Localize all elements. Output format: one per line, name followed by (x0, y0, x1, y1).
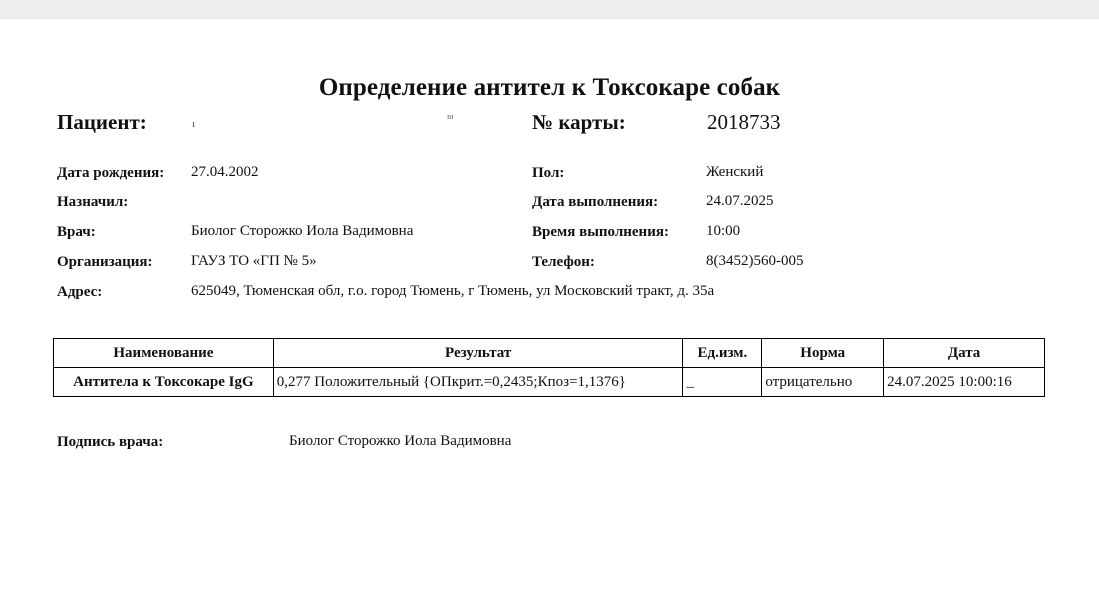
organization-label: Организация: (57, 254, 153, 270)
phone-label: Телефон: (532, 254, 595, 270)
execution-date-value: 24.07.2025 (706, 193, 774, 209)
card-number-label: № карты: (532, 110, 626, 134)
patient-name-redacted-fragment: ı (192, 118, 196, 130)
execution-time-label: Время выполнения: (532, 224, 669, 240)
header-result: Результат (273, 339, 683, 368)
table-row (54, 368, 1045, 397)
sex-value: Женский (706, 164, 764, 180)
test-result-cell: 0,277 Положительный {ОПкрит.=0,2435;Кпоз=1,1376} (273, 368, 683, 397)
patient-label: Пациент: (57, 110, 147, 134)
viewer-top-bar (0, 0, 1099, 19)
address-label: Адрес: (57, 284, 103, 300)
header-date: Дата (884, 339, 1045, 368)
referrer-label: Назначил: (57, 194, 129, 210)
address-value: 625049, Тюменская обл, г.о. город Тюмень, г Тюмень, ул Московский тракт, д. 35а (191, 283, 715, 299)
execution-time-value: 10:00 (706, 223, 741, 239)
doctor-value: Биолог Сторожко Иола Вадимовна (191, 223, 414, 239)
header-name: Наименование (54, 339, 274, 368)
header-norm: Норма (762, 339, 884, 368)
execution-date-label: Дата выполнения: (532, 194, 659, 210)
doctor-label: Врач: (57, 224, 96, 240)
test-date-cell: 24.07.2025 10:00:16 (884, 368, 1045, 397)
document-title: Определение антител к Токсокаре собак (318, 74, 781, 101)
organization-value: ГАУЗ ТО «ГП № 5» (191, 253, 317, 269)
birth-date-value: 27.04.2002 (191, 164, 259, 180)
results-table (53, 338, 1045, 397)
test-name-cell: Антитела к Токсокаре IgG (54, 368, 274, 397)
birth-date-label: Дата рождения: (57, 165, 165, 181)
patient-name-redacted-fragment: ᴮᴵ (447, 113, 454, 125)
phone-value: 8(3452)560-005 (706, 253, 804, 269)
signature-value: Биолог Сторожко Иола Вадимовна (289, 433, 512, 449)
sex-label: Пол: (532, 165, 565, 181)
card-number-value: 2018733 (707, 110, 781, 134)
test-norm-cell: отрицательно (762, 368, 884, 397)
signature-label: Подпись врача: (57, 434, 164, 450)
test-unit-cell: _ (683, 368, 762, 397)
table-header-row (54, 339, 1045, 368)
header-unit: Ед.изм. (683, 339, 762, 368)
